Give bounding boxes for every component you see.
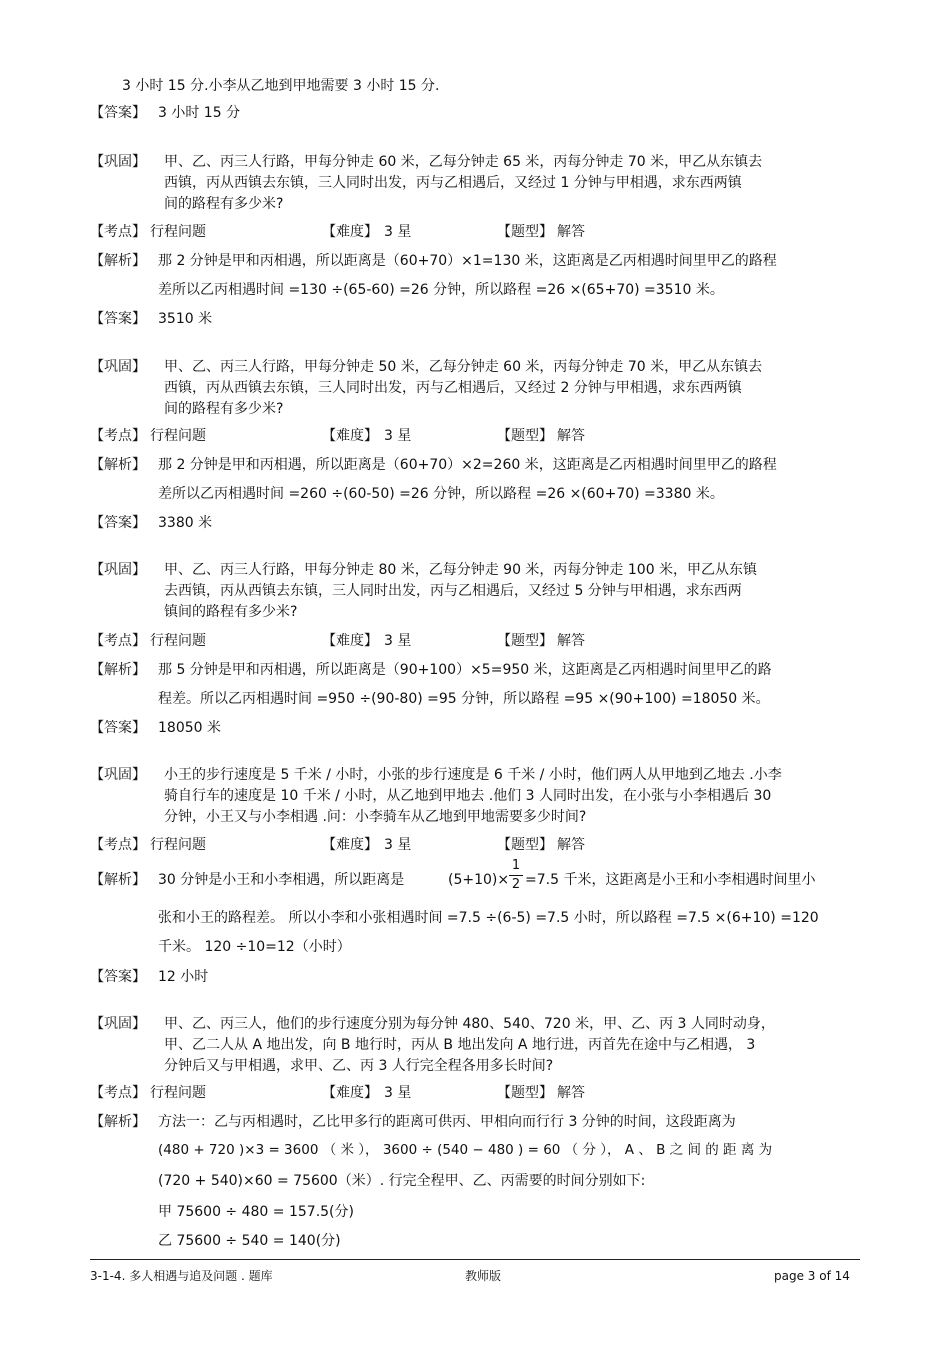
analysis-line: 那 2 分钟是甲和丙相遇，所以距离是（60+70）×1=130 米，这距离是乙丙相遇时间里甲乙的路程 [158, 253, 777, 269]
answer-tag: 【答案】 [90, 969, 146, 985]
answer-tag: 【答案】 [90, 515, 146, 531]
difficulty-tag: 【难度】 [322, 428, 378, 444]
kaodian-tag: 【考点】 [90, 837, 146, 853]
consolidate-tag: 【巩固】 [90, 767, 146, 783]
footer-title: 3-1-4. 多人相遇与追及问题 . 题库 [90, 1269, 273, 1283]
analysis-line: 差所以乙丙相遇时间 =130 ÷(65-60) =26 分钟，所以路程 =26 ×(65+70) =3510 米。 [158, 282, 724, 298]
analysis-line: 那 5 分钟是甲和丙相遇，所以距离是（90+100）×5=950 米，这距离是乙丙相遇时间里甲乙的路 [158, 662, 772, 678]
qtype-value: 解答 [557, 1085, 585, 1101]
question-line: 甲、乙、丙三人，他们的步行速度分别为每分钟 480、540、720 米，甲、乙、丙 3 人同时动身， [164, 1016, 775, 1032]
kaodian-value: 行程问题 [150, 837, 206, 853]
question-line: 间的路程有多少米? [164, 196, 284, 212]
qtype-value: 解答 [557, 224, 585, 240]
analysis-line: 方法一：乙与丙相遇时，乙比甲多行的距离可供丙、甲相向而行行 3 分钟的时间，这段距离为 [158, 1114, 736, 1130]
qtype-tag: 【题型】 [497, 633, 553, 649]
difficulty-tag: 【难度】 [322, 837, 378, 853]
question-line: 骑自行车的速度是 10 千米 / 小时，从乙地到甲地去 .他们 3 人同时出发，在小张与小李相遇后 30 [164, 788, 772, 804]
intro-answer: 3 小时 15 分 [158, 105, 241, 121]
difficulty-value: 3 星 [384, 837, 412, 853]
analysis-expr: =7.5 千米，这距离是小王和小李相遇时间里小 [525, 872, 816, 888]
analysis-line: 那 2 分钟是甲和丙相遇，所以距离是（60+70）×2=260 米，这距离是乙丙相遇时间里甲乙的路程 [158, 457, 777, 473]
intro-line: 3 小时 15 分.小李从乙地到甲地需要 3 小时 15 分. [122, 78, 440, 94]
analysis-line: 30 分钟是小王和小李相遇，所以距离是 [158, 872, 405, 888]
question-line: 甲、乙、丙三人行路，甲每分钟走 80 米，乙每分钟走 90 米，丙每分钟走 100 米，甲乙从东镇 [164, 562, 758, 578]
qtype-tag: 【题型】 [497, 224, 553, 240]
analysis-line: 千米。 120 ÷10=12（小时） [158, 939, 351, 955]
question-line: 西镇，丙从西镇去东镇，三人同时出发，丙与乙相遇后，又经过 1 分钟与甲相遇，求东西两镇 [164, 175, 742, 191]
footer-page-number: page 3 of 14 [774, 1269, 850, 1283]
answer-tag: 【答案】 [90, 105, 146, 121]
kaodian-tag: 【考点】 [90, 1085, 146, 1101]
consolidate-tag: 【巩固】 [90, 1016, 146, 1032]
analysis-expr: (5+10)× [448, 872, 510, 888]
difficulty-value: 3 星 [384, 1085, 412, 1101]
analysis-tag: 【解析】 [90, 1114, 146, 1130]
question-line: 去西镇，丙从西镇去东镇，三人同时出发，丙与乙相遇后，又经过 5 分钟与甲相遇，求东西两 [164, 583, 742, 599]
answer-value: 3380 米 [158, 515, 213, 531]
question-line: 甲、乙二人从 A 地出发，向 B 地行时，丙从 B 地出发向 A 地行进，丙首先在途中与乙相遇， 3 [164, 1037, 756, 1053]
difficulty-value: 3 星 [384, 224, 412, 240]
difficulty-tag: 【难度】 [322, 633, 378, 649]
qtype-value: 解答 [557, 837, 585, 853]
analysis-tag: 【解析】 [90, 662, 146, 678]
question-line: 间的路程有多少米? [164, 401, 284, 417]
kaodian-tag: 【考点】 [90, 428, 146, 444]
consolidate-tag: 【巩固】 [90, 359, 146, 375]
analysis-line: 程差。所以乙丙相遇时间 =950 ÷(90-80) =95 分钟，所以路程 =95 ×(90+100) =18050 米。 [158, 691, 770, 707]
analysis-line: 甲 75600 ÷ 480 = 157.5(分) [158, 1204, 354, 1220]
question-line: 小王的步行速度是 5 千米 / 小时，小张的步行速度是 6 千米 / 小时，他们两人从甲地到乙地去 .小李 [164, 767, 782, 783]
fraction-numerator: 1 [511, 858, 521, 873]
consolidate-tag: 【巩固】 [90, 562, 146, 578]
kaodian-value: 行程问题 [150, 428, 206, 444]
analysis-tag: 【解析】 [90, 253, 146, 269]
qtype-value: 解答 [557, 633, 585, 649]
qtype-value: 解答 [557, 428, 585, 444]
analysis-line: (720 + 540)×60 = 75600（米）. 行完全程甲、乙、丙需要的时间分别如下: [158, 1173, 646, 1189]
footer-rule [90, 1259, 860, 1260]
qtype-tag: 【题型】 [497, 1085, 553, 1101]
analysis-line: (480 + 720 )×3 = 3600 （ 米 ）， 3600 ÷ (540 − 480 ) = 60 （ 分 ）， A 、 B 之 间 的 距 离 为 [158, 1142, 773, 1158]
question-line: 甲、乙、丙三人行路，甲每分钟走 50 米，乙每分钟走 60 米，丙每分钟走 70 米，甲乙从东镇去 [164, 359, 763, 375]
kaodian-value: 行程问题 [150, 224, 206, 240]
kaodian-tag: 【考点】 [90, 633, 146, 649]
answer-value: 3510 米 [158, 311, 213, 327]
footer-edition: 教师版 [465, 1269, 502, 1283]
question-line: 分钟后又与甲相遇，求甲、乙、丙 3 人行完全程各用多长时间? [164, 1058, 554, 1074]
difficulty-value: 3 星 [384, 428, 412, 444]
question-line: 甲、乙、丙三人行路，甲每分钟走 60 米，乙每分钟走 65 米，丙每分钟走 70 米，甲乙从东镇去 [164, 154, 763, 170]
consolidate-tag: 【巩固】 [90, 154, 146, 170]
question-line: 镇间的路程有多少米? [164, 604, 298, 620]
analysis-tag: 【解析】 [90, 457, 146, 473]
answer-tag: 【答案】 [90, 311, 146, 327]
fraction-denominator: 2 [511, 877, 521, 892]
answer-value: 12 小时 [158, 969, 209, 985]
fraction-one-half [509, 858, 523, 893]
difficulty-tag: 【难度】 [322, 1085, 378, 1101]
analysis-line: 乙 75600 ÷ 540 = 140(分) [158, 1233, 341, 1249]
kaodian-value: 行程问题 [150, 633, 206, 649]
fraction-bar [509, 875, 523, 876]
question-line: 西镇，丙从西镇去东镇，三人同时出发，丙与乙相遇后，又经过 2 分钟与甲相遇，求东西两镇 [164, 380, 742, 396]
qtype-tag: 【题型】 [497, 428, 553, 444]
kaodian-value: 行程问题 [150, 1085, 206, 1101]
kaodian-tag: 【考点】 [90, 224, 146, 240]
analysis-line: 差所以乙丙相遇时间 =260 ÷(60-50) =26 分钟，所以路程 =26 ×(60+70) =3380 米。 [158, 486, 724, 502]
qtype-tag: 【题型】 [497, 837, 553, 853]
analysis-line: 张和小王的路程差。 所以小李和小张相遇时间 =7.5 ÷(6-5) =7.5 小时，所以路程 =7.5 ×(6+10) =120 [158, 910, 819, 926]
answer-tag: 【答案】 [90, 720, 146, 736]
analysis-tag: 【解析】 [90, 872, 146, 888]
answer-value: 18050 米 [158, 720, 221, 736]
difficulty-value: 3 星 [384, 633, 412, 649]
difficulty-tag: 【难度】 [322, 224, 378, 240]
question-line: 分钟，小王又与小李相遇 .问：小李骑车从乙地到甲地需要多少时间? [164, 809, 587, 825]
